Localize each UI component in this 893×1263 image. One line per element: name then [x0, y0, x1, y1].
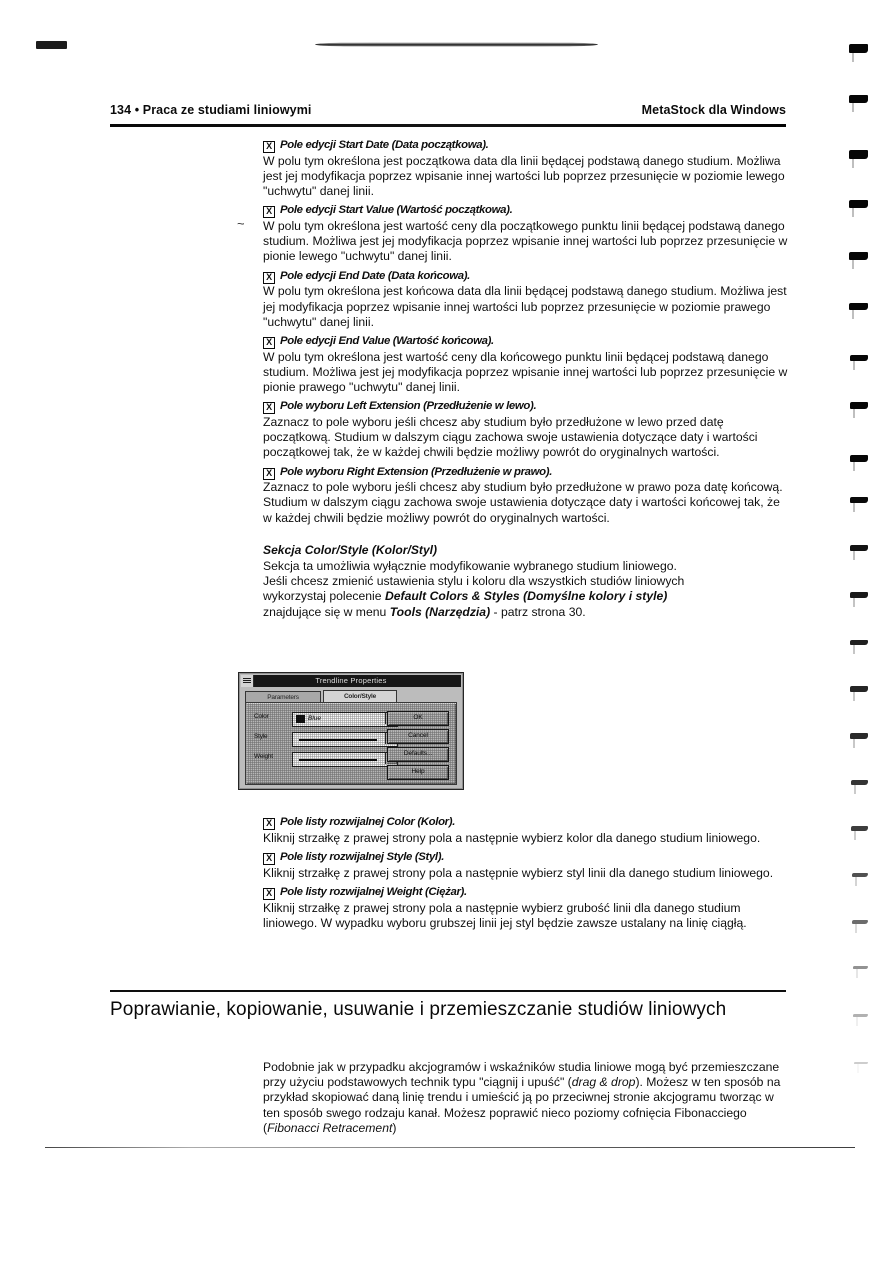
body-column-lower: [263, 815, 791, 935]
section-line-3: [263, 589, 791, 604]
section-line-3-text: wykorzystaj polecenie: [263, 589, 385, 604]
description-item: [263, 399, 791, 460]
closing-paragraph: [263, 1060, 791, 1136]
description-item-title: [263, 465, 791, 480]
description-item-title: [263, 815, 791, 830]
description-item-heading-text: Pole edycji Start Value (Wartość początkowa).: [280, 204, 513, 217]
description-item-body: Zaznacz to pole wyboru jeśli chcesz aby studium było przedłużone w prawo poza datę końcową. Studium w dalszym ciągu zachowa swoje ustawienia dotyczące daty i wartości końcowej tak, że w każdej chwili będzie możliwy powrót do oryginalnych wartości.: [263, 480, 783, 525]
checkbox-marker-icon: X: [263, 888, 275, 900]
running-head-left: 134 • Praca ze studiami liniowymi: [110, 103, 312, 117]
description-item-title: [263, 885, 791, 900]
description-item-heading-text: Pole edycji Start Date (Data początkowa).: [280, 139, 489, 151]
section-line-1: Sekcja ta umożliwia wyłącznie modyfikowanie wybranego studium liniowego.: [263, 559, 677, 574]
binding-hole-mark: [853, 1014, 868, 1017]
tools-menu-name: Tools (Narzędzia): [389, 604, 491, 619]
binding-hole-mark: [854, 1062, 868, 1064]
description-item-heading-text: Pole edycji End Value (Wartość końcowa).: [280, 334, 494, 347]
style-field-label: Style: [254, 733, 268, 740]
description-item: [263, 334, 791, 395]
description-item-body: W polu tym określona jest wartość ceny dla początkowego punktu linii będącej podstawą danego studium. Możliwa jest jej modyfikacja poprzez wpisanie innej wartości lub poprzez przesunięcie w pionie lewego "uchwytu" danej linii.: [263, 219, 788, 264]
color-value: Blue: [308, 715, 322, 722]
description-item: [263, 815, 791, 846]
page-title: Poprawianie, kopiowanie, usuwanie i przemieszczanie studiów liniowych: [110, 999, 727, 1020]
section-heading: Sekcja Color/Style (Kolor/Styl): [263, 542, 438, 557]
description-item-body: Kliknij strzałkę z prawej strony pola a następnie wybierz styl linii dla danego studium liniowego.: [263, 865, 774, 880]
drag-and-drop-term: drag & drop: [571, 1075, 636, 1090]
ok-button: OK: [387, 711, 449, 726]
section-line-2: Jeśli chcesz zmienić ustawienia stylu i koloru dla wszystkich studiów liniowych: [263, 574, 685, 589]
checkbox-marker-icon: X: [263, 272, 275, 284]
description-item-heading-text: Pole listy rozwijalnej Style (Styl).: [280, 850, 445, 863]
margin-tick-mark: ~: [237, 216, 245, 231]
weight-field-label: Weight: [254, 753, 273, 760]
dialog-title-bar: [241, 675, 461, 687]
checkbox-marker-icon: X: [263, 206, 275, 218]
description-item: [263, 465, 791, 526]
running-head: [110, 103, 786, 117]
defaults-button: Defaults...: [387, 747, 449, 762]
binding-hole-mark: [852, 920, 868, 924]
checkbox-marker-icon: X: [263, 818, 275, 830]
line-weight-sample: [299, 759, 377, 761]
dialog-title: Trendline Properties: [315, 676, 387, 685]
checkbox-marker-icon: X: [263, 402, 275, 414]
closing-text-2: ). Możesz w ten sposób na przykład skopiować daną linię trendu i umieścić ją po przeciwnej stronie akcjogramu tworząc w ten sposób swego rodzaju kanał. Możesz poprawić nieco poziomy cofnięcia Fibonacciego (: [263, 1075, 781, 1135]
trendline-properties-dialog-figure: [238, 672, 464, 790]
description-item-heading-text: Pole wyboru Left Extension (Przedłużenie w lewo).: [280, 400, 537, 413]
binding-hole-mark: [850, 355, 868, 361]
header-rule: [110, 124, 786, 127]
default-colors-styles-command: Default Colors & Styles (Domyślne kolory i style): [384, 589, 668, 604]
binding-hole-mark: [849, 150, 868, 159]
body-column: [237, 138, 791, 623]
binding-hole-mark: [851, 780, 868, 785]
binding-hole-mark: [850, 733, 868, 739]
running-head-right: MetaStock dla Windows: [641, 103, 786, 117]
checkbox-marker-icon: X: [263, 853, 275, 865]
closing-text-1: Podobnie jak w przypadku akcjogramów i wskaźników studia liniowe mogą być przemieszczane przy użyciu podstawowych technik typu "ciągnij i upuść" (: [263, 1060, 780, 1090]
binding-hole-mark: [853, 966, 868, 969]
section-rule: [110, 990, 786, 992]
help-button: Help: [387, 765, 449, 780]
description-item-body: W polu tym określona jest początkowa data dla linii będącej podstawą danego studium. Możliwa jest jej modyfikacja poprzez wpisanie innej wartości lub poprzez przesunięcie w poziomie lewego "uchwytu" danej linii.: [263, 153, 785, 199]
binding-hole-mark: [850, 455, 868, 462]
binding-hole-mark: [849, 303, 868, 310]
description-item: [263, 138, 791, 199]
footer-rule: [45, 1147, 855, 1148]
closing-text-3: ): [392, 1120, 397, 1135]
binding-hole-mark: [849, 95, 868, 103]
color-field-label: Color: [254, 713, 269, 720]
field-description-list: [263, 138, 791, 526]
line-style-sample: [299, 739, 377, 741]
binding-hole-mark: [850, 686, 868, 692]
binding-hole-mark: [850, 497, 868, 503]
description-item-title: [263, 269, 791, 284]
description-item: [263, 203, 791, 264]
scan-artifact-binding-marks: [833, 0, 893, 1263]
binding-hole-mark: [850, 402, 868, 409]
tab-parameters: Parameters: [245, 691, 321, 705]
tab-color-style: Color/Style: [323, 690, 397, 706]
binding-hole-mark: [852, 873, 868, 877]
checkbox-marker-icon: X: [263, 141, 275, 153]
description-item-heading-text: Pole listy rozwijalnej Weight (Ciężar).: [280, 885, 467, 898]
description-item-title: [263, 334, 791, 349]
scan-artifact-top-curve: [315, 42, 598, 47]
dialog-panel: [245, 702, 457, 785]
binding-hole-mark: [850, 640, 868, 645]
binding-hole-mark: [849, 44, 868, 53]
description-item: [263, 269, 791, 330]
weight-dropdown: [292, 752, 398, 767]
description-item-title: [263, 138, 791, 153]
description-item-heading-text: Pole edycji End Date (Data końcowa).: [280, 269, 470, 282]
description-item-body: W polu tym określona jest wartość ceny dla końcowego punktu linii będącej podstawą danego studium. Możliwa jest jej modyfikacja poprzez wpisanie innej wartości lub poprzez przesunięcie w pionie prawego "uchwytu" danej linii.: [263, 349, 788, 395]
binding-hole-mark: [851, 826, 868, 831]
description-item: [263, 850, 791, 881]
description-item-heading-text: Pole listy rozwijalnej Color (Kolor).: [280, 816, 456, 828]
cancel-button: Cancel: [387, 729, 449, 744]
description-item-body: W polu tym określona jest końcowa data dla linii będącej podstawą danego studium. Możliwa jest jej modyfikacja poprzez wpisanie innej wartości lub poprzez przesunięcie w poziomie prawego "uchwytu" danej linii.: [263, 284, 787, 329]
binding-hole-mark: [850, 545, 868, 551]
description-item-body: Zaznacz to pole wyboru jeśli chcesz aby studium było przedłużone w lewo przed datę początkową. Studium w dalszym ciągu zachowa swoje ustawienia dotyczące daty i wartości początkowej tak, że w każdej chwili będzie możliwy powrót do oryginalnych wartości.: [263, 414, 758, 460]
section-line-4-text: znajdujące się w menu: [263, 604, 390, 619]
section-line-4: [263, 605, 791, 620]
description-item-title: [263, 399, 791, 414]
section-line-4-suffix: - patrz strona 30.: [490, 604, 586, 619]
checkbox-marker-icon: X: [263, 468, 275, 480]
description-item-heading-text: Pole wyboru Right Extension (Przedłużenie w prawo).: [280, 465, 553, 478]
binding-hole-mark: [849, 200, 868, 208]
scan-artifact-left-mark: [36, 41, 67, 49]
dropdown-description-list: [263, 815, 791, 931]
color-dropdown: [292, 712, 398, 727]
binding-hole-mark: [849, 252, 868, 260]
description-item-title: [263, 850, 791, 865]
color-swatch: [296, 715, 305, 723]
description-item-body: Kliknij strzałkę z prawej strony pola a następnie wybierz grubość linii dla danego studium liniowego. W wypadku wyboru grubszej linii jej styl będzie zawsze ustalany na linię ciągłą.: [263, 900, 747, 930]
description-item-title: [263, 203, 791, 218]
description-item: [263, 885, 791, 931]
fibonacci-retracement-term: Fibonacci Retracement: [267, 1120, 393, 1135]
description-item-body: Kliknij strzałkę z prawej strony pola a następnie wybierz kolor dla danego studium liniowego.: [263, 830, 761, 845]
binding-hole-mark: [850, 592, 868, 598]
style-dropdown: [292, 732, 398, 747]
checkbox-marker-icon: X: [263, 337, 275, 349]
system-menu-icon: [241, 675, 254, 687]
